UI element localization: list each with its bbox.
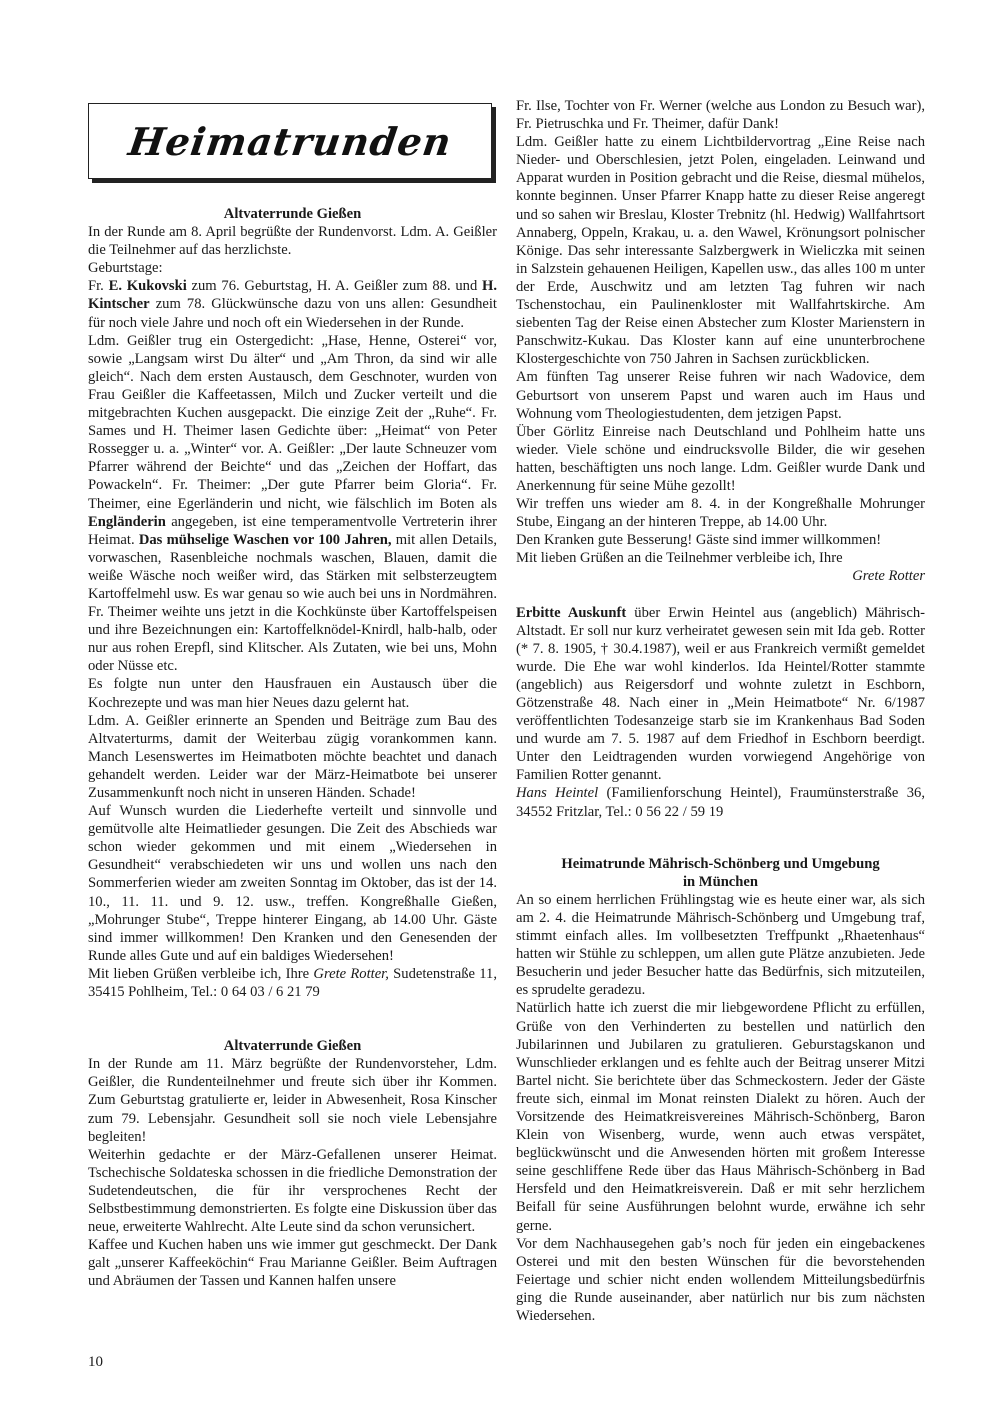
- text-run: zum 78. Glückwünsche dazu von uns allen: Gesundheit für noch viele Jahre und noch oft ein Wiedersehen in der Runde.: [88, 296, 497, 331]
- page-number: 10: [88, 1354, 103, 1370]
- paragraph: [88, 223, 497, 259]
- bold-text: Engländerin: [88, 513, 166, 530]
- paragraph: [88, 965, 497, 1001]
- text-run: Ldm. Geißler hatte zu einem Lichtbildervortrag „Eine Reise nach Nieder- und Oberschlesien, jetzt Polen, eingeladen. Leinwand und Apparat wurden in Position gebracht und die Reise, diesmal mühelos, konnte beginnen. Unser Pfarrer Knapp hatte zu dieser Reise angeregt und so sahen wir Breslau, Kloster Trebnitz (hl. Hedwig) Wallfahrtsort Annaberg, Oppeln, Krakau, u. a. den Wawel, Krönungsort polnischer Könige. Das sehr interessante Salzbergwerk in Wieliczka mit seinen in Salzstein gehauenen Heiligen, Kapellen usw., das alles 100 m unter der Erde, Auschwitz und am letzten Tag fuhren wir nach Tschenstochau, ein Paulinenkloster mit Wallfahrtskirche. Am siebenten Tag der Reise einen Abstecher zum Kloster Marienstern in Panschwitz-Kukau. Das Kloster kann auf eine ununterbrochene Klostergeschichte von 750 Jahren in Sachsen zurückblicken.: [516, 134, 925, 368]
- paragraph: [516, 97, 925, 133]
- paragraph: [516, 549, 925, 567]
- left-column: [88, 205, 497, 1290]
- text-run: Über Görlitz Einreise nach Deutschland und Pohlheim hatte uns wieder. Viele schöne und eindrucksvolle Bilder, die wir gesehen hatten, beschäftigten uns noch lange. Ldm. Geißler wurde Dank und Anerkennung für seine Mühe gezollt!: [516, 423, 925, 494]
- italic-text: Hans Heintel: [516, 785, 599, 802]
- text-run: Vor dem Nachhausegehen gab’s noch für jeden ein eingebackenes Osterei und mit den besten Wünschen für die bevorstehenden Feiertage und schier nicht enden wollendem Mitteilungsbedürfnis ging die Runde auseinander, aber natürlich nur bis zum nächsten Wiedersehen.: [516, 1235, 925, 1324]
- paragraph: [88, 1236, 497, 1290]
- text-run: Weiterhin gedachte er der März-Gefallenen unserer Heimat. Tschechische Soldateska schossen in die friedliche Demonstration der Sudetendeutschen, die für ihr versprochenes Recht der Selbstbestimmung demonstrierten. Es folgte eine Diskussion über das neue, erweiterte Wahlrecht. Alte Leute sind da schon verunsichert.: [88, 1146, 497, 1236]
- signature: Grete Rotter: [852, 568, 925, 585]
- text-run: Ldm. A. Geißler erinnerte an Spenden und Beiträge zum Bau des Altvaterturms, damit der Weiterbau zügig vorankommen kann. Manch Lesenswertes im Heimatboten möchte beachtet und danach gehandelt werden. Leider war der März-Heimatbote bei unserer Zusammenkunft noch nicht in unseren Händen. Schade!: [88, 712, 497, 801]
- text-run: Fr. Ilse, Tochter von Fr. Werner (welche aus London zu Besuch war), Fr. Pietruschka und Fr. Theimer, dafür Dank!: [516, 98, 925, 133]
- text-run: Am fünften Tag unserer Reise fuhren wir nach Wadovice, dem Geburtsort von unserem Papst und waren auch im Haus und Wohnung vom Theologiestudenten, dem jetzigen Papst.: [516, 369, 925, 422]
- section-title-banner: [88, 103, 492, 179]
- text-run: mit allen Details, vorwaschen, Rasenbleiche nochmals waschen, Blauen, damit die weiße Wäsche noch weißer wird, das Stärken mit selbsterzeugtem Kartoffelmehl usw. Es war genau so wie auch bei uns in Nordmähren. Fr. Theimer weihte uns jetzt in die Kochkünste über Kartoffelspeisen und ihre Bezeichnungen ein: Kartoffelknödel-Knirdl, halb-halb, oder nur aus rohen Erepfl, sind Klitscher. Als Zutaten, wie bei uns, Mohn oder Nüsse etc.: [88, 531, 497, 675]
- paragraph: [516, 604, 925, 785]
- bold-text: Erbitte Auskunft: [516, 604, 627, 621]
- paragraph: [88, 1055, 497, 1145]
- bold-text: Das mühselige Waschen vor 100 Jahren,: [138, 531, 392, 548]
- paragraph: [516, 531, 925, 549]
- paragraph: [88, 277, 497, 331]
- text-run: In der Runde am 11. März begrüßte der Rundenvorsteher, Ldm. Geißler, die Rundenteilnehmer und freute sich über ihr Kommen. Zum Geburtstag gratulierte er, leider in Abwesenheit, Rosa Kinscher zum 79. Lebensjahr. Gesundheit soll sie noch viele Lebensjahre begleiten!: [88, 1056, 497, 1145]
- paragraph: [516, 1235, 925, 1325]
- heading-line: Heimatrunde Mährisch-Schönberg und Umgebung: [561, 855, 880, 872]
- text-run: Wir treffen uns wieder am 8. 4. in der Kongreßhalle Mohrunger Stube, Eingang an der hinteren Treppe, ab 14.00 Uhr.: [516, 496, 925, 531]
- paragraph: [516, 368, 925, 422]
- text-run: Mit lieben Grüßen an die Teilnehmer verbleibe ich, Ihre: [516, 550, 843, 567]
- text-run: zum 76. Geburtstag, H. A. Geißler zum 88. und: [186, 278, 483, 295]
- text-run: Ldm. Geißler trug ein Ostergedicht: „Hase, Henne, Osterei“ vor, sowie „Langsam wirst Du älter“ und „Am Thron, da sind wir alle gleich“. Nach dem ersten Austausch, dem Geschnoter, wurden von Frau Geißler die Kaffeetassen, Milch und Zucker verteilt und die mitgebrachten Kuchen ausgepackt. Die einzige Zeit der „Ruhe“. Fr. Sames und H. Theimer lasen Gedichte über: „Heimat“ von Peter Rossegger u. a. „Winter“ vor. A. Geißler: „Der laute Schneuzer vom Pfarrer während der Beichte“ und das „Zeichen der Hoffart, das Powackeln“. Fr. Theimer: „Der gute Pfarrer beim Gloria“. Fr. Theimer, eine Egerländerin und nicht, wie fälschlich im Boten als: [88, 332, 497, 512]
- heading-line: in München: [682, 873, 758, 890]
- paragraph: [516, 423, 925, 495]
- paragraph: [516, 999, 925, 1234]
- paragraph: [88, 802, 497, 965]
- text-run: An so einem herrlichen Frühlingstag wie es heute einer war, als sich am 2. 4. die Heimatrunde Mährisch-Schönberg und Umgebung traf, stimmt einfach alles. Im vollbesetzten Treffpunkt „Rhaetenhaus“ hatten wir Stühle zu schleppen, um allen gute Plätze anzubieten. Jede Besucherin und jeder Besucher hatte das Bedürfnis, sich mitzuteilen, es sprudelte geradezu.: [516, 891, 925, 999]
- text-run: Geburtstage:: [88, 260, 163, 277]
- paragraph: [88, 1146, 497, 1236]
- article-heading: [516, 855, 925, 891]
- text-run: Sudetenstraße 11, 35415 Pohlheim, Tel.: 0 64 03 / 6 21 79: [88, 965, 497, 1001]
- text-run: über Erwin Heintel aus (angeblich) Mährisch-Altstadt. Er soll nur kurz verheiratet gewesen sein mit Ida geb. Rotter (* 7. 8. 1905, † 30.4.1987), weil er aus Frankreich vermißt gemeldet wurde. Die Ehe war wohl kinderlos. Ida Heintel/Rotter stammte (angeblich) aus Reigersdorf und wohnte zuletzt in Eschborn, Götzenstraße 48. Nach einer in „Mein Heimatbote“ Nr. 6/1987 veröffentlichten Todesanzeige starb sie im Krankenhaus Bad Soden und wurde am 7. 5. 1987 auf dem Friedhof in Eschborn beerdigt. Unter den Leidtragenden wurden vorwiegend Angehörige von Familien Rotter genannt.: [516, 604, 925, 784]
- bold-text: H. Kintscher: [88, 278, 498, 313]
- article-heading: Altvaterrunde Gießen: [223, 1038, 362, 1055]
- article-body: [88, 1055, 497, 1290]
- paragraph: [88, 332, 497, 676]
- text-run: Den Kranken gute Besserung! Gäste sind immer willkommen!: [516, 532, 882, 549]
- text-run: Mit lieben Grüßen verbleibe ich, Ihre: [88, 965, 314, 982]
- inquiry-body: [516, 604, 925, 821]
- text-run: Kaffee und Kuchen haben uns wie immer gut geschmeckt. Der Dank galt „unserer Kaffeeköchin“ Frau Marianne Geißler. Beim Auftragen und Abräumen der Tassen und Kannen halfen unsere: [88, 1237, 497, 1290]
- paragraph: [88, 675, 497, 711]
- paragraph: [88, 712, 497, 802]
- article-body: [516, 97, 925, 567]
- italic-text: Grete Rotter,: [313, 965, 389, 982]
- paragraph: [516, 133, 925, 368]
- text-run: Es folgte nun unter den Hausfrauen ein Austausch über die Kochrezepte und was man hier Neues dazu gelernt hat.: [88, 676, 497, 711]
- text-run: Natürlich hatte ich zuerst die mir liebgewordene Pflicht zu erfüllen, Grüße von den Verhinderten zu bestellen und natürlich den Jubilarinnen und Jubilaren zu gratulieren. Geburstagskanon und Wunschlieder erklangen und es fehlte auch der Beitrag unserer Mitzi Bartel nicht. Sie berichtete über das Schmeckostern. Jeder der Gäste freute sich, einmal im Monat reinsten Dialekt zu hören. Auch der Vorsitzende des Heimatkreisvereines Mährisch-Schönberg, Baron Klein von Wisenberg, wurde, wenn auch etwas verspätet, beglückwünscht und die Anwesenden hörten mit großem Interesse seine geschliffene Rede über das Haus Mährisch-Schönberg in Bad Hersfeld und den Heimatkreisverein. Daß er mit sehr herzlichem Beifall für seine Ausführungen belohnt wurde, erwähne ich sehr gerne.: [516, 1000, 925, 1234]
- text-run: Auf Wunsch wurden die Liederhefte verteilt und sinnvolle und gemütvolle alte Heimatlieder gesungen. Die Zeit des Abschieds war schon wieder gekommen und mit einem „Wiedersehen in Gesundheit“ verabschiedeten wir uns und wollen uns nach den Sommerferien wieder am zweiten Sonntag im Oktober, das ist der 14. 10., 11. 11. und 9. 12. usw., treffen. Kongreßhalle Gießen, „Mohrunger Stube“, Treppe hinterer Eingang, ab 14.00 Uhr. Gäste sind immer willkommen! Den Kranken und den Genesenden der Runde alles Gute und auf ein baldiges Wiedersehen!: [88, 803, 497, 964]
- section-title: Heimatrunden: [125, 118, 455, 164]
- article-body: [88, 223, 497, 1001]
- text-run: In der Runde am 8. April begrüßte der Rundenvorst. Ldm. A. Geißler die Teilnehmer auf das herzlichste.: [88, 224, 497, 259]
- article-heading: Altvaterrunde Gießen: [223, 206, 362, 222]
- paragraph: [88, 259, 497, 277]
- bold-text: E. Kukovski: [108, 278, 187, 295]
- text-run: Fr.: [88, 278, 109, 295]
- right-column: [516, 97, 925, 1325]
- paragraph: [516, 784, 925, 820]
- paragraph: [516, 495, 925, 531]
- text-run: (Familienforschung Heintel), Fraumünsterstraße 36, 34552 Fritzlar, Tel.: 0 56 22 / 59 19: [516, 785, 926, 820]
- paragraph: [516, 891, 925, 1000]
- text-run: angegeben, ist eine temperamentvolle Vertreterin ihrer Heimat.: [88, 513, 497, 548]
- article-body: [516, 891, 925, 1325]
